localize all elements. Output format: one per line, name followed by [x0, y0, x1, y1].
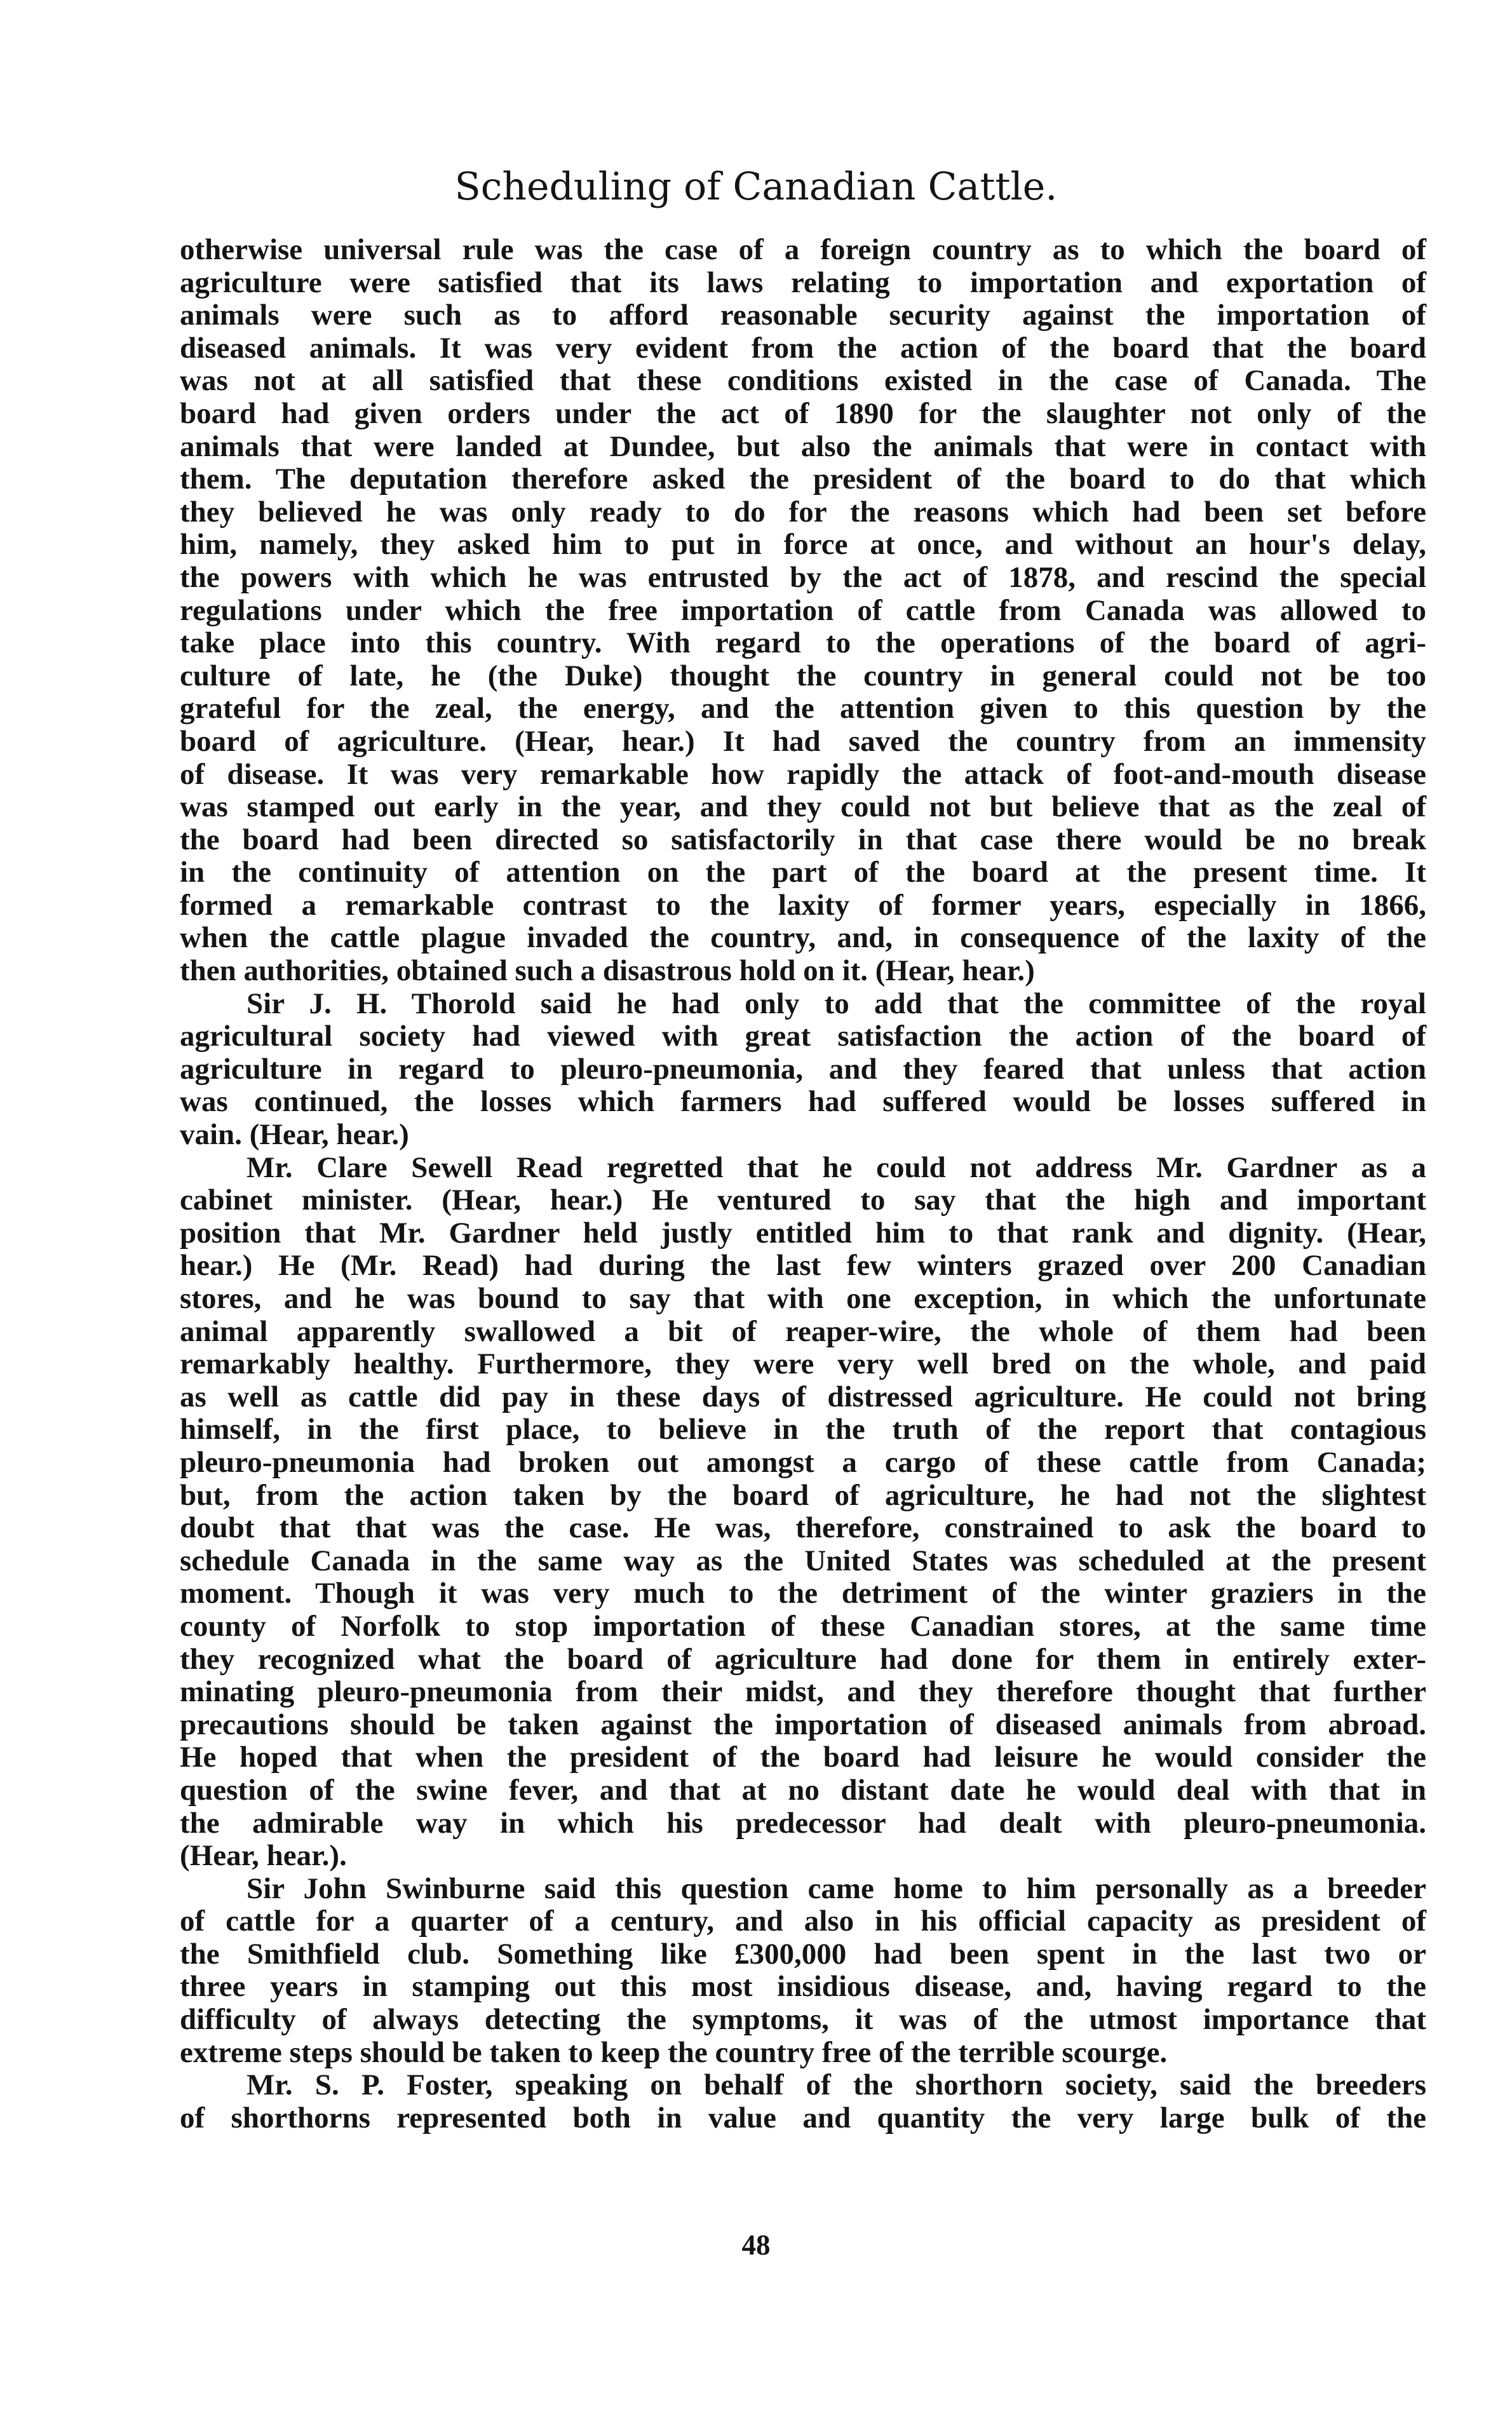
text-line: agriculture were satisfied that its laws relating to importation and exportation of	[180, 266, 1426, 299]
text-line: board of agriculture. (Hear, hear.) It had saved the country from an immensity	[180, 724, 1426, 758]
text-line: the Smithfield club. Something like £300,000 had been spent in the last two or	[180, 1937, 1426, 1971]
text-line: was stamped out early in the year, and they could not but believe that as the zeal of	[180, 790, 1426, 824]
text-line: pleuro-pneumonia had broken out amongst a cargo of these cattle from Canada;	[180, 1445, 1426, 1479]
text-line: extreme steps should be taken to keep the country free of the terrible scourge.	[180, 2035, 1168, 2069]
text-line: agricultural society had viewed with great satisfaction the action of the board of	[180, 1020, 1426, 1053]
text-line: question of the swine fever, and that at no distant date he would deal with that in	[180, 1773, 1426, 1807]
text-line: was continued, the losses which farmers had suffered would be losses suffered in	[180, 1085, 1426, 1119]
text-line: schedule Canada in the same way as the United States was scheduled at the present	[180, 1544, 1426, 1577]
text-line: was not at all satisfied that these conditions existed in the case of Canada. The	[180, 364, 1426, 398]
text-line: himself, in the first place, to believe in the truth of the report that contagious	[180, 1413, 1426, 1446]
text-line: county of Norfolk to stop importation of these Canadian stores, at the same time	[180, 1609, 1426, 1643]
text-line: Mr. S. P. Foster, speaking on behalf of the shorthorn society, said the breeders	[246, 2068, 1426, 2102]
text-line: minating pleuro-pneumonia from their midst, and they therefore thought that further	[180, 1675, 1426, 1709]
text-line: Sir J. H. Thorold said he had only to add that the committee of the royal	[246, 987, 1426, 1020]
text-line: (Hear, hear.).	[180, 1839, 347, 1873]
text-line: moment. Though it was very much to the detriment of the winter graziers in the	[180, 1577, 1426, 1610]
text-line: of shorthorns represented both in value and quantity the very large bulk of the	[180, 2101, 1426, 2134]
text-line: board had given orders under the act of 1890 for the slaughter not only of the	[180, 396, 1426, 430]
text-line: animals were such as to afford reasonable security against the importation of	[180, 299, 1426, 332]
text-line: the powers with which he was entrusted by the act of 1878, and rescind the special	[180, 560, 1426, 594]
text-line: they recognized what the board of agriculture had done for them in entirely exter-	[180, 1642, 1426, 1676]
text-line: regulations under which the free importation of cattle from Canada was allowed to	[180, 593, 1426, 627]
text-line: him, namely, they asked him to put in force at once, and without an hour's delay,	[180, 528, 1426, 562]
text-line: of cattle for a quarter of a century, and also in his official capacity as president of	[180, 1905, 1426, 1938]
text-line: grateful for the zeal, the energy, and the attention given to this question by the	[180, 692, 1426, 725]
text-line: three years in stamping out this most insidious disease, and, having regard to the	[180, 1970, 1426, 2004]
text-line: when the cattle plague invaded the country, and, in consequence of the laxity of the	[180, 921, 1426, 955]
text-line: cabinet minister. (Hear, hear.) He ventured to say that the high and important	[180, 1183, 1426, 1217]
text-line: in the continuity of attention on the part of the board at the present time. It	[180, 856, 1426, 889]
text-line: otherwise universal rule was the case of a foreign country as to which the board of	[180, 233, 1426, 266]
text-line: agriculture in regard to pleuro-pneumonia, and they feared that unless that action	[180, 1052, 1426, 1086]
text-line: precautions should be taken against the importation of diseased animals from abroad.	[180, 1708, 1426, 1741]
text-line: difficulty of always detecting the symptoms, it was of the utmost importance that	[180, 2003, 1426, 2037]
text-line: stores, and he was bound to say that with one exception, in which the unfortunate	[180, 1282, 1426, 1315]
text-line: of disease. It was very remarkable how rapidly the attack of foot-and-mouth disease	[180, 757, 1426, 791]
text-line: Mr. Clare Sewell Read regretted that he could not address Mr. Gardner as a	[246, 1150, 1426, 1184]
text-line: but, from the action taken by the board of agriculture, he had not the slightest	[180, 1478, 1426, 1512]
text-line: hear.) He (Mr. Read) had during the last few winters grazed over 200 Canadian	[180, 1249, 1426, 1283]
page-title: Scheduling of Canadian Cattle.	[454, 165, 1058, 209]
text-line: doubt that that was the case. He was, therefore, constrained to ask the board to	[180, 1511, 1426, 1545]
text-line: then authorities, obtained such a disastrous hold on it. (Hear, hear.)	[180, 954, 1035, 988]
text-line: animals that were landed at Dundee, but also the animals that were in contact with	[180, 429, 1426, 463]
text-line: take place into this country. With regard to the operations of the board of agri-	[180, 626, 1426, 660]
text-line: remarkably healthy. Furthermore, they were very well bred on the whole, and paid	[180, 1347, 1426, 1381]
text-line: animal apparently swallowed a bit of reaper-wire, the whole of them had been	[180, 1314, 1426, 1348]
text-line: the admirable way in which his predecessor had dealt with pleuro-pneumonia.	[180, 1806, 1426, 1840]
text-line: them. The deputation therefore asked the president of the board to do that which	[180, 462, 1426, 496]
text-line: the board had been directed so satisfactorily in that case there would be no break	[180, 823, 1426, 856]
text-line: they believed he was only ready to do for the reasons which had been set before	[180, 495, 1426, 529]
body-text	[180, 234, 1426, 2134]
text-line: He hoped that when the president of the board had leisure he would consider the	[180, 1741, 1426, 1774]
text-line: vain. (Hear, hear.)	[180, 1118, 409, 1152]
text-line: formed a remarkable contrast to the laxity of former years, especially in 1866,	[180, 888, 1426, 922]
text-line: position that Mr. Gardner held justly entitled him to that rank and dignity. (Hear,	[180, 1216, 1426, 1250]
text-line: as well as cattle did pay in these days of distressed agriculture. He could not bring	[180, 1380, 1426, 1413]
text-line: culture of late, he (the Duke) thought the country in general could not be too	[180, 659, 1426, 692]
text-line: diseased animals. It was very evident from the action of the board that the board	[180, 331, 1426, 365]
text-line: Sir John Swinburne said this question came home to him personally as a breeder	[246, 1871, 1426, 1905]
page-number: 48	[741, 2229, 771, 2261]
